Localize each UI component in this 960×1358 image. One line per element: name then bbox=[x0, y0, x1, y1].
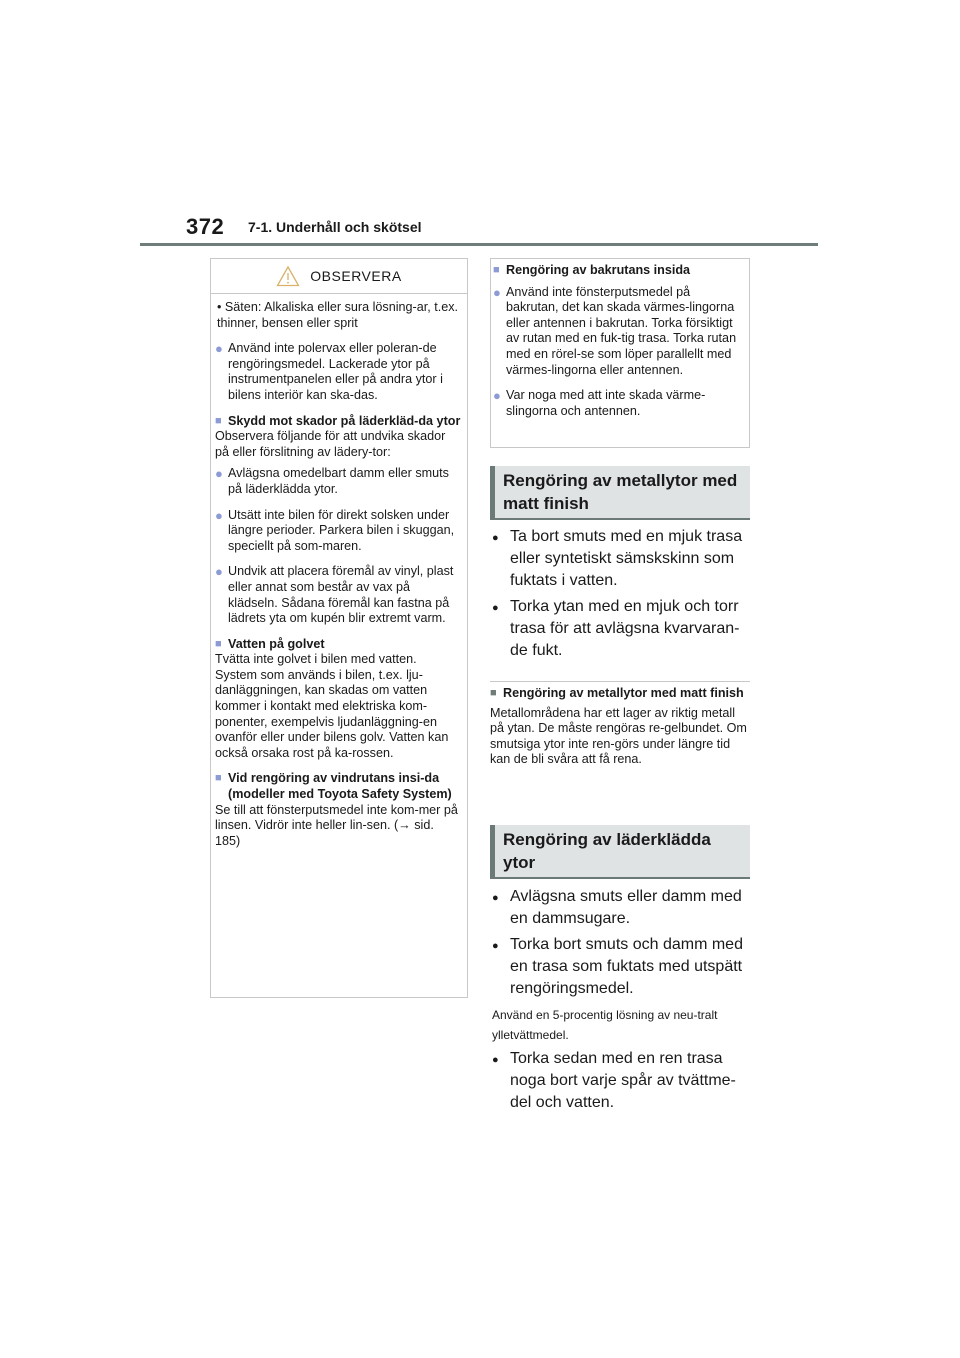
leather-steps bbox=[492, 886, 752, 1000]
list-item: ● Avlägsna smuts eller damm med en dammsugare. bbox=[492, 886, 752, 930]
list-item: ● Torka ytan med en mjuk och torr trasa för att avlägsna kvarvaran-de fukt. bbox=[492, 596, 752, 662]
page-number: 372 bbox=[186, 214, 225, 239]
square-bullet-icon: ■ bbox=[215, 772, 222, 785]
list-item: ● Använd inte fönsterputsmedel på bakrutan, det kan skada värmes-lingorna eller antennen i bakrutan. Torka försiktigt av rutan med en fuk-tig trasa. Torka rutan med en rörel-se som löper parallellt med värmes-lingorna eller antennen. bbox=[493, 284, 737, 377]
section-heading-leather: Rengöring av läderklädda ytor bbox=[490, 825, 750, 879]
square-bullet-icon: ■ bbox=[215, 637, 222, 650]
observera-title: OBSERVERA bbox=[310, 268, 402, 284]
circle-bullet-icon: ● bbox=[215, 507, 223, 523]
black-dot-icon: ● bbox=[492, 892, 499, 904]
observera-body bbox=[211, 294, 467, 849]
subheading: ■ Rengöring av metallytor med matt finish bbox=[490, 686, 744, 700]
circle-bullet-icon: ● bbox=[215, 564, 223, 580]
leather-step-final bbox=[492, 1048, 752, 1114]
circle-bullet-icon: ● bbox=[493, 284, 501, 300]
warning-triangle-icon bbox=[276, 265, 300, 287]
list-item: ● Avlägsna omedelbart damm eller smuts på läderklädda ytor. bbox=[215, 466, 449, 496]
black-dot-icon: ● bbox=[492, 602, 499, 614]
list-item: ● Torka sedan med en ren trasa noga bort varje spår av tvättme-del och vatten. bbox=[492, 1048, 752, 1114]
leather-note: Använd en 5-procentig lösning av neu-tralt ylletvättmedel. bbox=[492, 1008, 718, 1042]
header-rule bbox=[140, 243, 818, 246]
observera-header bbox=[211, 259, 467, 294]
black-dot-icon: ● bbox=[492, 532, 499, 544]
list-item: ● Ta bort smuts med en mjuk trasa eller syntetiskt sämskskinn som fuktats i vatten. bbox=[492, 526, 752, 592]
divider bbox=[490, 681, 750, 682]
subheading: ■ Skydd mot skador på läderkläd-da ytor bbox=[215, 413, 461, 428]
list-item: ● Torka bort smuts och damm med en trasa som fuktats med utspätt rengöringsmedel. bbox=[492, 934, 752, 1000]
observera-box bbox=[210, 258, 468, 998]
rear-window-box bbox=[490, 258, 750, 448]
list-item: ● Var noga med att inte skada värme-slingorna och antennen. bbox=[493, 388, 706, 418]
subheading: ■ Vatten på golvet bbox=[215, 636, 325, 651]
chapter-title: 7-1. Underhåll och skötsel bbox=[248, 219, 422, 235]
square-bullet-icon: ■ bbox=[215, 414, 222, 427]
paragraph: Observera följande för att undvika skador på eller förslitning av lädery-tor: bbox=[215, 429, 446, 459]
metal-note bbox=[490, 686, 750, 768]
circle-bullet-icon: ● bbox=[493, 388, 501, 404]
square-bullet-icon: ■ bbox=[493, 264, 500, 276]
list-item: ● Utsätt inte bilen för direkt solsken under längre perioder. Parkera bilen i skuggan, speciellt på som-maren. bbox=[215, 507, 455, 553]
black-dot-icon: ● bbox=[492, 1054, 499, 1066]
paragraph: Metallområdena har ett lager av riktig metall på ytan. De måste rengöras re-gelbundet. Om smutsiga ytor inte ren-görs under längre tid kan de bli svåra att få rena. bbox=[490, 705, 747, 767]
paragraph: Se till att fönsterputsmedel inte kom-mer på linsen. Vidrör inte heller lin-sen. (→ sid. 185) bbox=[215, 802, 458, 848]
paragraph: Tvätta inte golvet i bilen med vatten. System som används i bilen, t.ex. lju-danläggningen, kan skadas om vatten kommer i kontakt med elektriska kom-ponenter, exempelvis ljudanläggning-en ovanför eller under bilens golv. Vatten kan också orsaka rost på ka-rossen. bbox=[215, 652, 449, 760]
list-item: ● Undvik att placera föremål av vinyl, plast eller annat som består av vax på klädseln. Sådana föremål kan fastna på lädrets yta om kupén blir extremt varm. bbox=[215, 564, 454, 626]
list-item: ● Använd inte polervax eller poleran-de rengöringsmedel. Lackerade ytor på instrumentpanelen eller på andra ytor i bilens interiör kan ska-das. bbox=[215, 341, 443, 402]
square-bullet-icon: ■ bbox=[490, 687, 497, 699]
subheading: ■ Vid rengöring av vindrutans insi-da (modeller med Toyota Safety System) bbox=[215, 771, 452, 802]
circle-bullet-icon: ● bbox=[215, 341, 223, 357]
subheading: ■ Rengöring av bakrutans insida bbox=[493, 263, 691, 277]
metal-steps bbox=[492, 526, 752, 662]
observera-intro: • Säten: Alkaliska eller sura lösning-ar, t.ex. thinner, bensen eller sprit bbox=[217, 300, 459, 330]
circle-bullet-icon: ● bbox=[215, 466, 223, 482]
black-dot-icon: ● bbox=[492, 940, 499, 952]
section-heading-metal: Rengöring av metallytor med matt finish bbox=[490, 466, 750, 520]
